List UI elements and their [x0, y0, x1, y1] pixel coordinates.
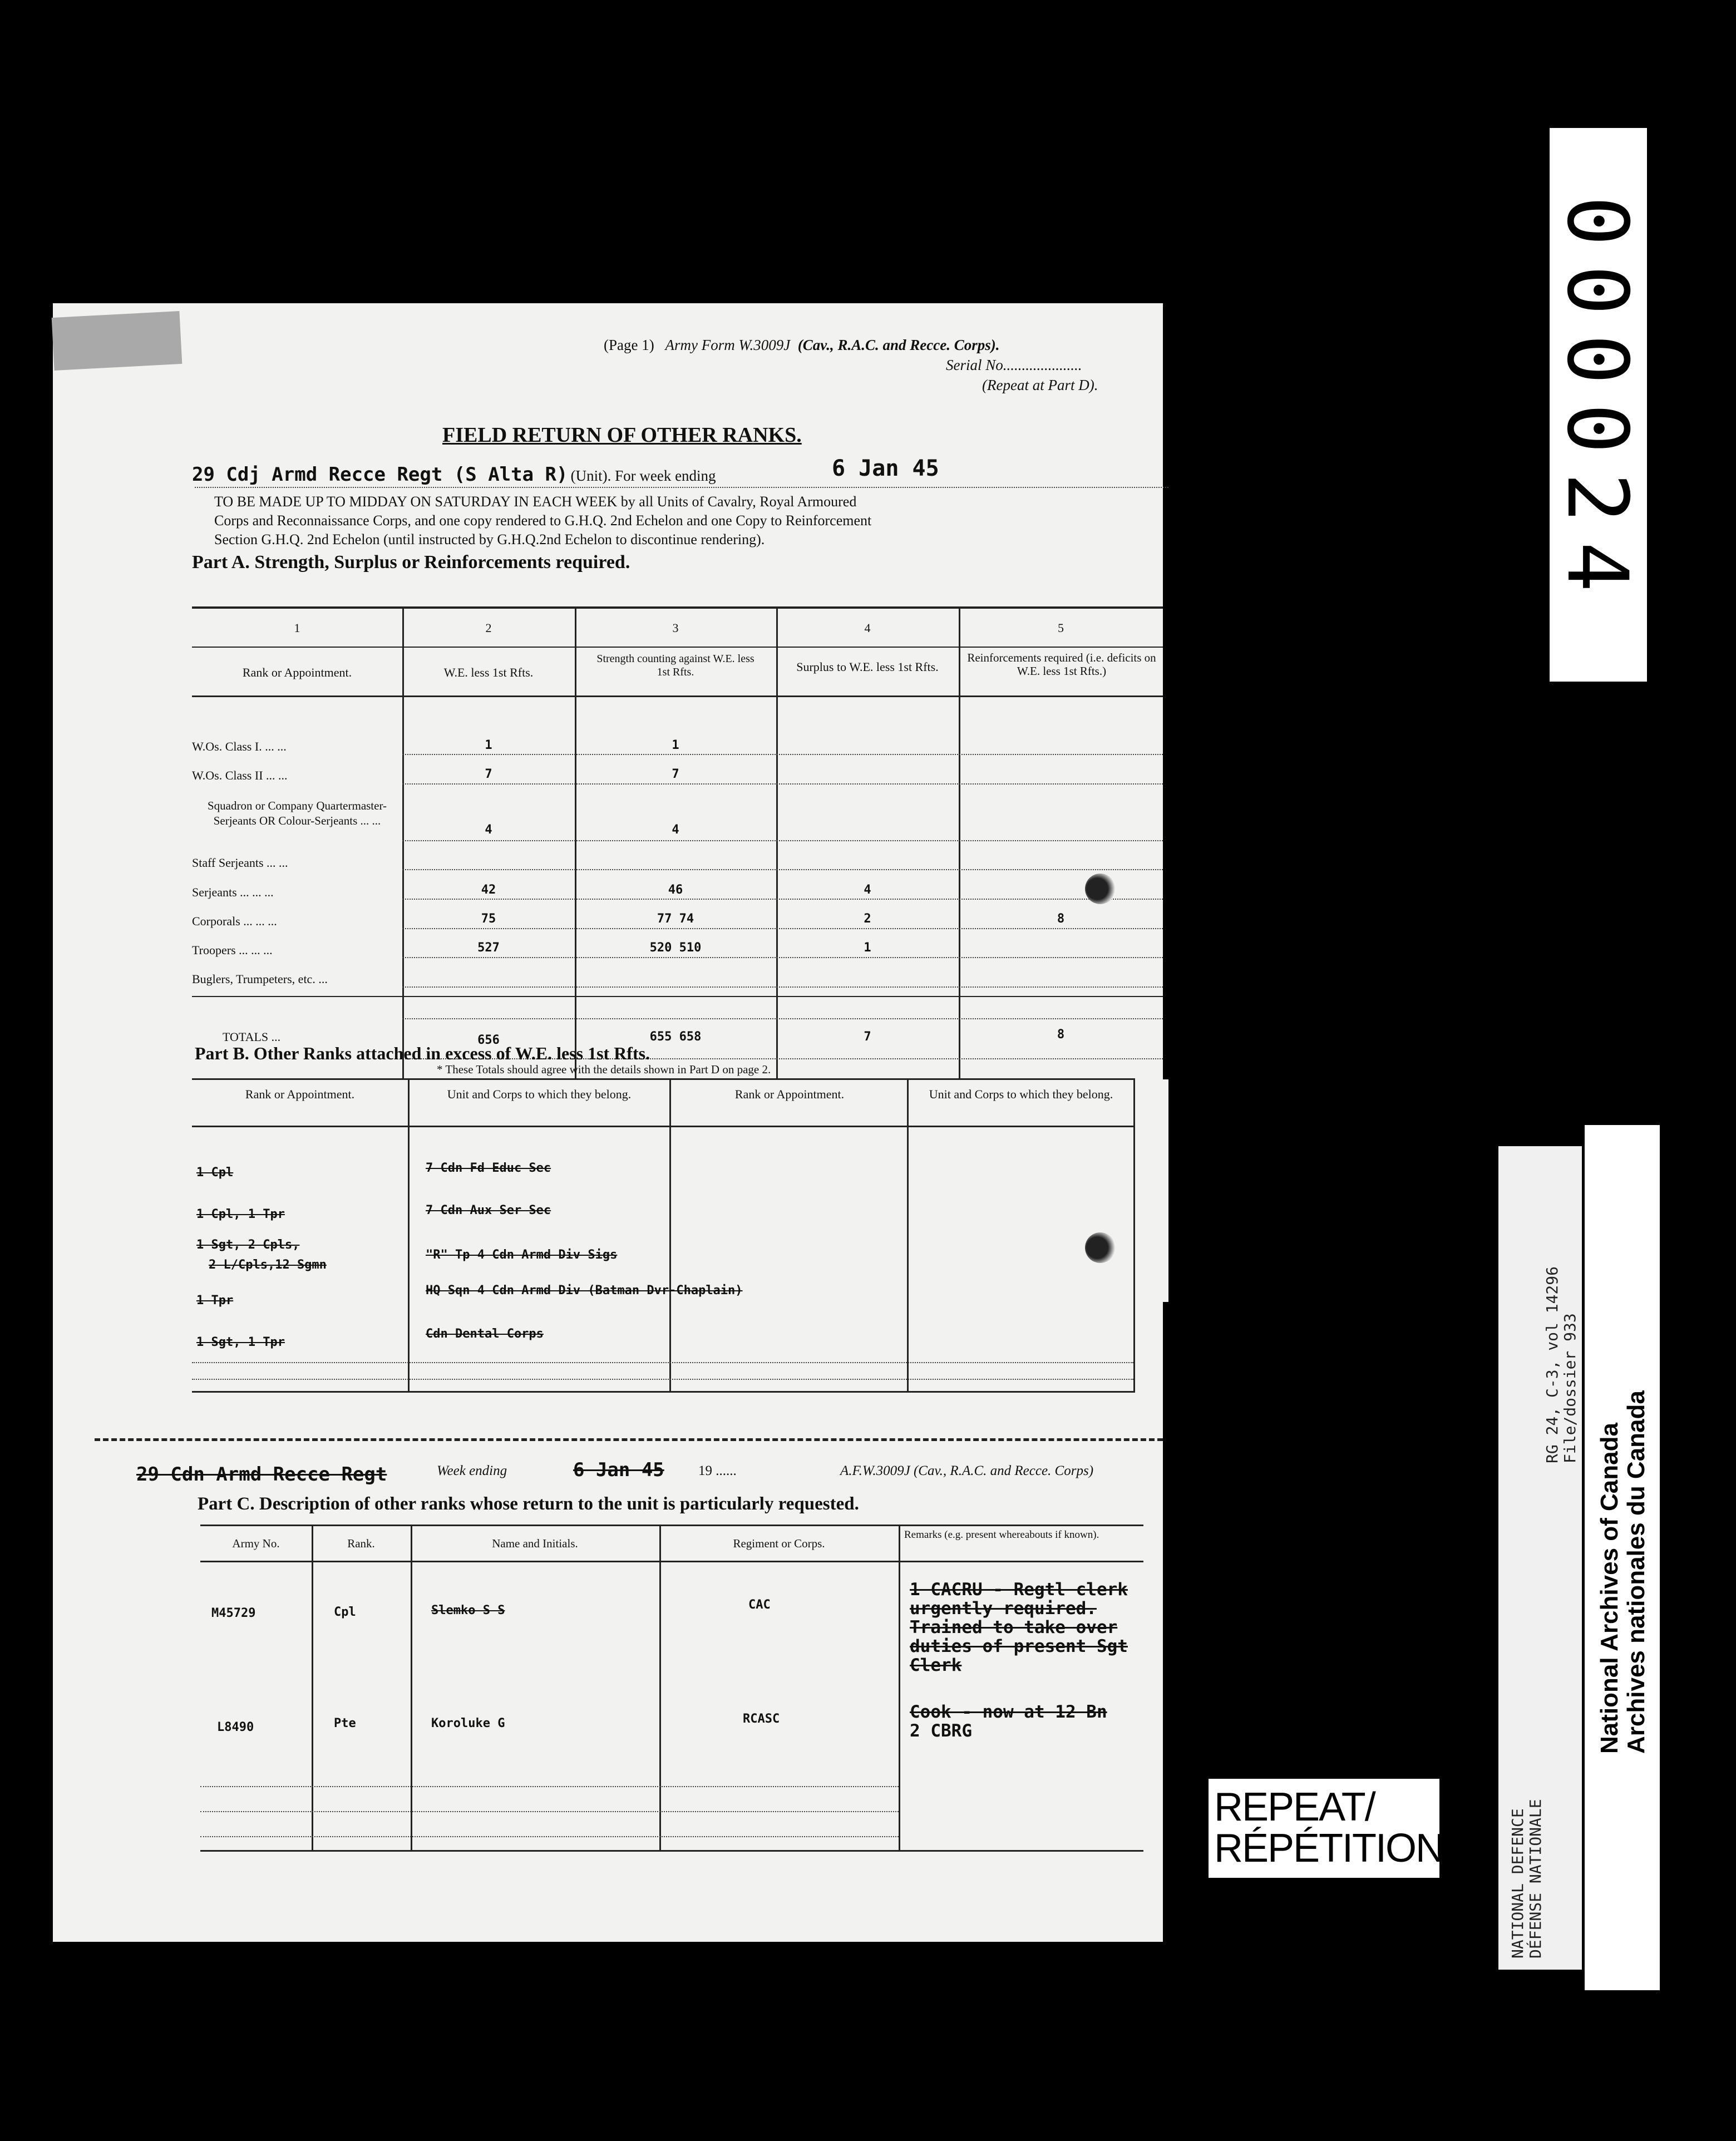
surplus-value: 2 — [864, 912, 871, 926]
col-number: 4 — [864, 621, 871, 635]
col-header-rank: Rank. — [347, 1537, 375, 1550]
form-sheet — [53, 303, 1163, 1942]
unit-label: (Unit). For week ending — [570, 467, 716, 484]
col-header-strength: Strength counting against W.E. less 1st Rfts. — [596, 653, 754, 678]
page-number: (Page 1) — [604, 337, 654, 353]
total-surplus: 7 — [864, 1030, 871, 1044]
archives-en: National Archives of Canada — [1596, 1423, 1623, 1754]
part-c-week: 6 Jan 45 — [573, 1459, 664, 1481]
form-title: FIELD RETURN OF OTHER RANKS. — [442, 423, 802, 447]
surplus-value: 1 — [864, 941, 871, 955]
part-c-year: 19 ...... — [698, 1463, 737, 1478]
rank: Cpl — [334, 1605, 356, 1619]
form-corps: (Cav., R.A.C. and Recce. Corps). — [797, 337, 1000, 353]
army-no: L8490 — [217, 1720, 254, 1734]
punch-hole — [1085, 874, 1116, 904]
rank-label: Buglers, Trumpeters, etc. ... — [192, 972, 328, 986]
week-label: Week ending — [437, 1463, 507, 1478]
remarks-line: urgently required. — [910, 1599, 1097, 1619]
instruction-line: Corps and Reconnaissance Corps, and one copy rendered to G.H.Q. 2nd Echelon and one Copy to Reinforcement — [214, 512, 872, 529]
col-header-rank: Rank or Appointment. — [242, 665, 352, 679]
regiment-corps: RCASC — [743, 1712, 780, 1726]
attached-rank: 1 Cpl — [196, 1166, 234, 1180]
col-number: 2 — [485, 621, 492, 635]
instruction-line: Section G.H.Q. 2nd Echelon (until instructed by G.H.Q.2nd Echelon to discontinue rendering). — [214, 531, 765, 547]
surplus-value: 4 — [864, 883, 871, 897]
we-value: 527 — [477, 941, 500, 955]
part-c-form: A.F.W.3009J (Cav., R.A.C. and Recce. Corps) — [840, 1463, 1094, 1478]
col-header-rank: Rank or Appointment. — [245, 1087, 355, 1101]
col-header-unit: Unit and Corps to which they belong. — [447, 1087, 632, 1101]
rank: Pte — [334, 1716, 356, 1730]
part-b-heading: Part B. Other Ranks attached in excess of W.E. less 1st Rfts. — [195, 1043, 650, 1063]
col-header-unit: Unit and Corps to which they belong. — [929, 1087, 1113, 1101]
reference-line: RG 24, C-3, vol 14296 — [1543, 1266, 1561, 1463]
col-number: 3 — [672, 621, 679, 635]
reference-line: DÉFENSE NATIONALE — [1526, 1799, 1545, 1959]
rank-label: Corporals ... ... ... — [192, 914, 277, 928]
reference-label — [1498, 1146, 1582, 1970]
total-we: 656 — [477, 1033, 500, 1047]
remarks-line: Cook - now at 12 Bn — [910, 1702, 1107, 1722]
frame-number-label — [1550, 128, 1647, 682]
repeat-line: REPEAT/ — [1214, 1785, 1375, 1829]
unit-name: 29 Cdj Armd Recce Regt (S Alta R) — [192, 463, 568, 486]
attached-unit: Cdn Dental Corps — [426, 1327, 544, 1341]
we-value: 1 — [485, 738, 492, 752]
part-c-unit-line — [136, 1459, 1171, 1497]
remarks-line: duties of present Sgt — [910, 1636, 1128, 1656]
remarks-line: 1 CACRU - Regtl clerk — [910, 1580, 1128, 1600]
remarks — [910, 1580, 1143, 1675]
col-number: 5 — [1058, 621, 1064, 635]
remarks-line: Trained to take over — [910, 1617, 1118, 1637]
unit-underline — [195, 487, 1168, 488]
tape-strip — [52, 311, 183, 371]
name-initials: Slemko S S — [431, 1604, 505, 1617]
strength-value: 4 — [672, 823, 679, 837]
attached-unit: 7 Cdn Fd Educ Sec — [426, 1161, 551, 1175]
week-ending: 6 Jan 45 — [832, 456, 939, 481]
col-header-army-no: Army No. — [232, 1537, 280, 1550]
strength-value: 77 74 — [657, 912, 694, 926]
reference-line: NATIONAL DEFENCE — [1508, 1808, 1527, 1959]
attached-unit: "R" Tp 4 Cdn Armd Div Sigs — [426, 1248, 618, 1262]
col-header-we: W.E. less 1st Rfts. — [443, 665, 534, 679]
repeat-line: RÉPÉTITION — [1214, 1826, 1444, 1871]
frame-number: 000024 — [1548, 196, 1645, 611]
we-value: 42 — [481, 883, 496, 897]
rank-label: Troopers ... ... ... — [192, 943, 273, 957]
part-b-table — [192, 1078, 1135, 1395]
attached-rank: 1 Cpl, 1 Tpr — [196, 1207, 285, 1221]
totals-label: TOTALS ... — [223, 1030, 281, 1044]
part-a-heading: Part A. Strength, Surplus or Reinforcements required. — [192, 552, 630, 573]
army-no: M45729 — [211, 1606, 256, 1620]
serial-number: Serial No..................... — [946, 357, 1082, 373]
strength-value: 1 — [672, 738, 679, 752]
we-value: 4 — [485, 823, 492, 837]
punch-hole — [1085, 1232, 1116, 1263]
col-header-name: Name and Initials. — [492, 1537, 578, 1550]
strength-value: 46 — [668, 883, 683, 897]
col-header-rank: Rank or Appointment. — [734, 1087, 845, 1101]
attached-unit: 7 Cdn Aux Ser Sec — [426, 1203, 551, 1217]
rank-label: W.Os. Class I. ... ... — [192, 739, 287, 753]
instructions — [214, 492, 871, 549]
col-header-remarks: Remarks (e.g. present whereabouts if known). — [904, 1529, 1099, 1541]
part-c-table — [200, 1525, 1143, 1853]
name-initials: Koroluke G — [431, 1716, 505, 1730]
attached-rank: 1 Sgt, 2 Cpls, — [196, 1238, 300, 1252]
attached-rank: 1 Sgt, 1 Tpr — [196, 1335, 285, 1349]
tear-line — [95, 1438, 1163, 1441]
rank-label: Squadron or Company Quartermaster-Serjeants OR Colour-Serjeants ... ... — [207, 799, 387, 827]
regiment-corps: CAC — [748, 1598, 771, 1612]
repeat-note: (Repeat at Part D). — [982, 377, 1098, 393]
rank-label: W.Os. Class II ... ... — [192, 768, 288, 782]
col-header-surplus: Surplus to W.E. less 1st Rfts. — [796, 660, 939, 674]
instruction-line: TO BE MADE UP TO MIDDAY ON SATURDAY IN EACH WEEK by all Units of Cavalry, Royal Armoured — [214, 494, 857, 510]
attached-rank: 2 L/Cpls,12 Sgmn — [209, 1258, 327, 1272]
archives-label — [1585, 1125, 1660, 1990]
part-c-unit: 29 Cdn Armd Recce Regt — [136, 1463, 387, 1486]
form-header — [604, 337, 1149, 354]
strength-value: 7 — [672, 767, 679, 781]
rank-label: Serjeants ... ... ... — [192, 885, 274, 899]
form-number: Army Form W.3009J — [665, 337, 791, 353]
repeat-label — [1209, 1779, 1444, 1878]
remarks — [910, 1703, 1143, 1740]
col-number: 1 — [294, 621, 300, 635]
total-strength: 655 658 — [649, 1030, 702, 1044]
we-value: 75 — [481, 912, 496, 926]
rank-label: Staff Serjeants ... ... — [192, 856, 288, 870]
archives-fr: Archives nationales du Canada — [1622, 1390, 1650, 1754]
remarks-line: Clerk — [910, 1655, 962, 1675]
reinforcement-value: 8 — [1057, 912, 1065, 926]
we-value: 7 — [485, 767, 492, 781]
reference-line: File/dossier 933 — [1561, 1313, 1579, 1463]
strength-value: 520 510 — [649, 941, 702, 955]
totals-footnote: * These Totals should agree with the details shown in Part D on page 2. — [437, 1063, 771, 1076]
part-c-heading: Part C. Description of other ranks whose return to the unit is particularly requested. — [198, 1494, 859, 1514]
attached-rank: 1 Tpr — [196, 1294, 234, 1308]
total-reinforcements: 8 — [1057, 1028, 1065, 1042]
attached-unit: HQ Sqn 4 Cdn Armd Div (Batman Dvr-Chaplain) — [426, 1284, 743, 1298]
col-header-reinforcements: Reinforcements required (i.e. deficits on W.E. less 1st Rfts.) — [967, 651, 1156, 678]
remarks-line: 2 CBRG — [910, 1721, 972, 1741]
col-header-corps: Regiment or Corps. — [733, 1537, 825, 1550]
